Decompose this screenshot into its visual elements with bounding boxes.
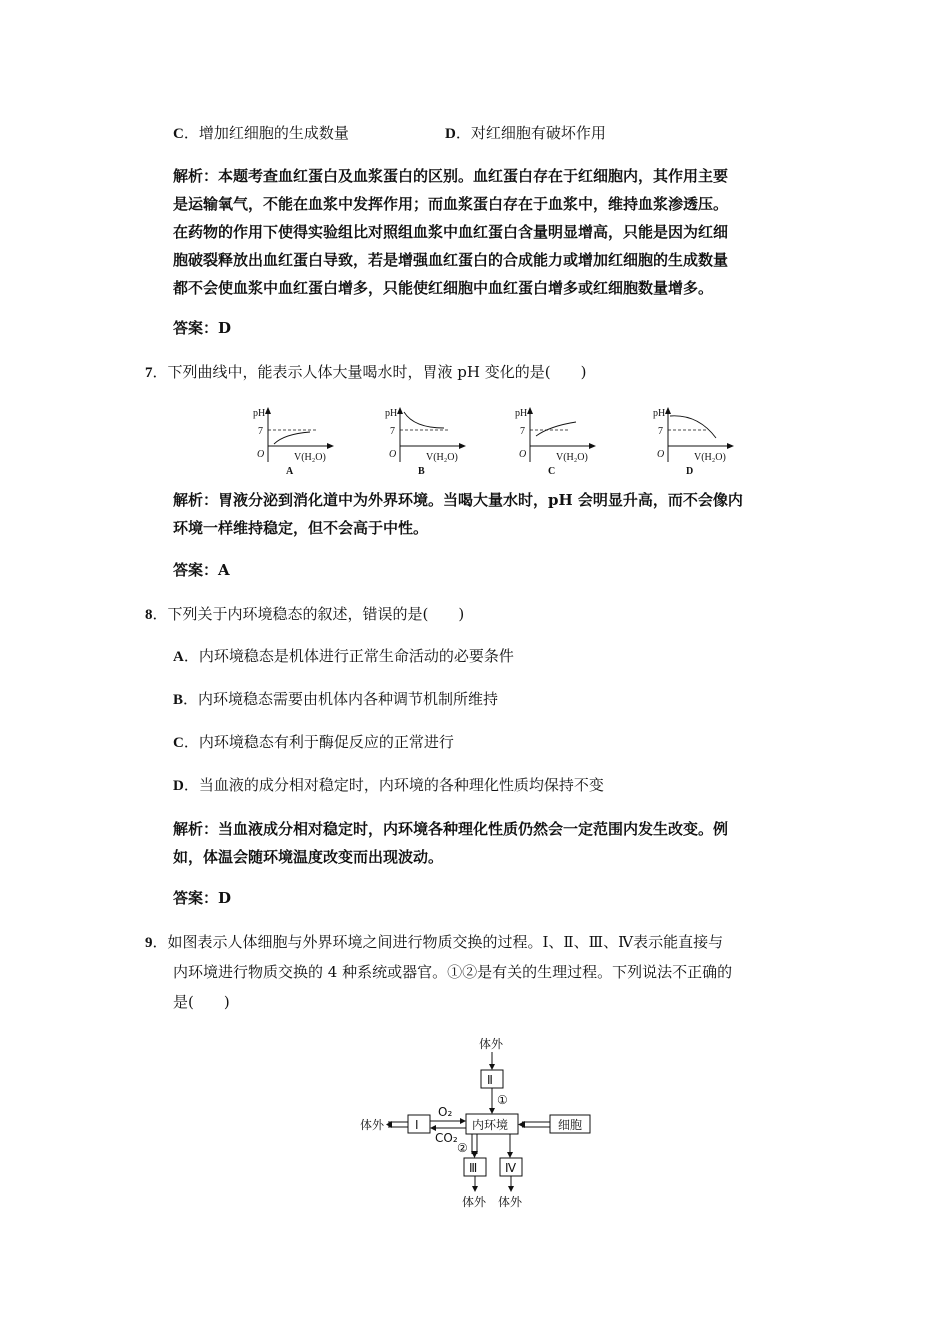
analysis-line: 是运输氧气，不能在血浆中发挥作用；而血浆蛋白存在于血浆中，维持血浆渗透压。 <box>173 195 729 213</box>
answer: 答案：D <box>173 319 232 337</box>
graph-option-label: B <box>418 466 425 476</box>
question-8-stem <box>145 604 464 625</box>
analysis-line: 解析：本题考查血红蛋白及血浆蛋白的区别。血红蛋白存在于红细胞内，其作用主要 <box>173 167 729 185</box>
x-axis-label: V(H₂O) <box>294 452 326 463</box>
outside-label-bottom-1: 体外 <box>462 1195 487 1209</box>
option-d <box>173 775 604 796</box>
option-c <box>173 732 454 753</box>
analysis-line: 解析：当血液成分相对稳定时，内环境各种理化性质仍然会一定范围内发生改变。例 <box>173 820 729 838</box>
question-text: ．如图表示人体细胞与外界环境之间进行物质交换的过程。Ⅰ、Ⅱ、Ⅲ、Ⅳ表示能直接与 <box>152 933 724 951</box>
analysis-line: 胞破裂释放出血红蛋白导致，若是增强血红蛋白的合成能力或增加红细胞的生成数量 <box>173 251 729 269</box>
y-axis-label: pH <box>653 408 666 419</box>
option-c <box>173 123 349 144</box>
option-label: B <box>173 692 184 708</box>
option-d <box>445 123 606 144</box>
ref-label: 7 <box>258 426 263 437</box>
y-axis-label: pH <box>253 408 266 419</box>
ref-label: 7 <box>520 426 525 437</box>
analysis-line: 在药物的作用下使得实验组比对照组血浆中血红蛋白含量明显增高，只能是因为红细 <box>173 223 729 241</box>
origin-label: O <box>657 449 665 460</box>
graph-option-label: A <box>286 466 294 476</box>
option-label: D <box>445 126 456 142</box>
box-i <box>408 1115 430 1133</box>
graph-d <box>648 404 738 476</box>
question-text: ．下列曲线中，能表示人体大量喝水时，胃液 pH 变化的是( ) <box>152 363 587 381</box>
ref-label: 7 <box>658 426 663 437</box>
box-iii-label: Ⅲ <box>469 1161 478 1175</box>
analysis-line: 如，体温会随环境温度改变而出现波动。 <box>173 848 444 866</box>
option-sep: ． <box>455 124 471 142</box>
option-sep: ． <box>183 124 199 142</box>
origin-label: O <box>519 449 527 460</box>
question-number: 9 <box>145 935 153 951</box>
x-axis-label: V(H₂O) <box>694 452 726 463</box>
box-i-label: Ⅰ <box>415 1118 419 1132</box>
analysis-line: 环境一样维持稳定，但不会高于中性。 <box>173 519 429 537</box>
option-a <box>173 646 514 667</box>
cell-label: 细胞 <box>558 1118 583 1132</box>
box-ii-label: Ⅱ <box>487 1073 493 1087</box>
question-text-line: 内环境进行物质交换的 4 种系统或器官。①②是有关的生理过程。下列说法不正确的 <box>173 963 733 981</box>
exchange-diagram <box>350 1030 600 1210</box>
co2-label: CO₂ <box>435 1131 458 1145</box>
origin-label: O <box>257 449 265 460</box>
analysis-line: 都不会使血浆中血红蛋白增多，只能使红细胞中血红蛋白增多或红细胞数量增多。 <box>173 279 714 297</box>
answer: 答案：A <box>173 561 230 579</box>
graph-a <box>248 404 338 476</box>
question-7-stem <box>145 362 586 383</box>
option-text: ．当血液的成分相对稳定时，内环境的各种理化性质均保持不变 <box>183 776 604 794</box>
option-label: A <box>173 649 184 665</box>
option-text: ．内环境稳态是机体进行正常生命活动的必要条件 <box>183 647 514 665</box>
outside-label-left: 体外 <box>360 1118 385 1132</box>
graph-option-label: C <box>548 466 556 476</box>
question-text: ．下列关于内环境稳态的叙述，错误的是( ) <box>152 605 465 623</box>
internal-environment-label: 内环境 <box>472 1118 509 1132</box>
graph-b <box>380 404 470 476</box>
option-label: C <box>173 126 184 142</box>
option-b <box>173 689 498 710</box>
option-text: ．内环境稳态需要由机体内各种调节机制所维持 <box>183 690 499 708</box>
y-axis-label: pH <box>385 408 398 419</box>
option-text: ．内环境稳态有利于酶促反应的正常进行 <box>183 733 454 751</box>
graph-c <box>510 404 600 476</box>
ref-label: 7 <box>390 426 395 437</box>
origin-label: O <box>389 449 397 460</box>
process-2-label: ② <box>457 1141 468 1155</box>
analysis-line: 解析：胃液分泌到消化道中为外界环境。当喝大量水时，pH 会明显升高，而不会像内 <box>173 491 743 509</box>
question-number: 7 <box>145 365 153 381</box>
option-text: 增加红细胞的生成数量 <box>198 124 349 142</box>
box-iv-label: Ⅳ <box>505 1161 517 1175</box>
o2-label: O₂ <box>438 1105 453 1119</box>
outside-label-bottom-2: 体外 <box>498 1195 523 1209</box>
outside-label-top: 体外 <box>479 1037 504 1051</box>
question-text-line: 是( ) <box>173 993 230 1011</box>
question-9-stem <box>145 932 723 953</box>
question-number: 8 <box>145 607 153 623</box>
graph-option-label: D <box>686 466 694 476</box>
x-axis-label: V(H₂O) <box>426 452 458 463</box>
x-axis-label: V(H₂O) <box>556 452 588 463</box>
option-label: C <box>173 735 184 751</box>
answer: 答案：D <box>173 889 232 907</box>
process-1-label: ① <box>497 1093 508 1107</box>
option-label: D <box>173 778 184 794</box>
option-text: 对红细胞有破坏作用 <box>470 124 606 142</box>
y-axis-label: pH <box>515 408 528 419</box>
